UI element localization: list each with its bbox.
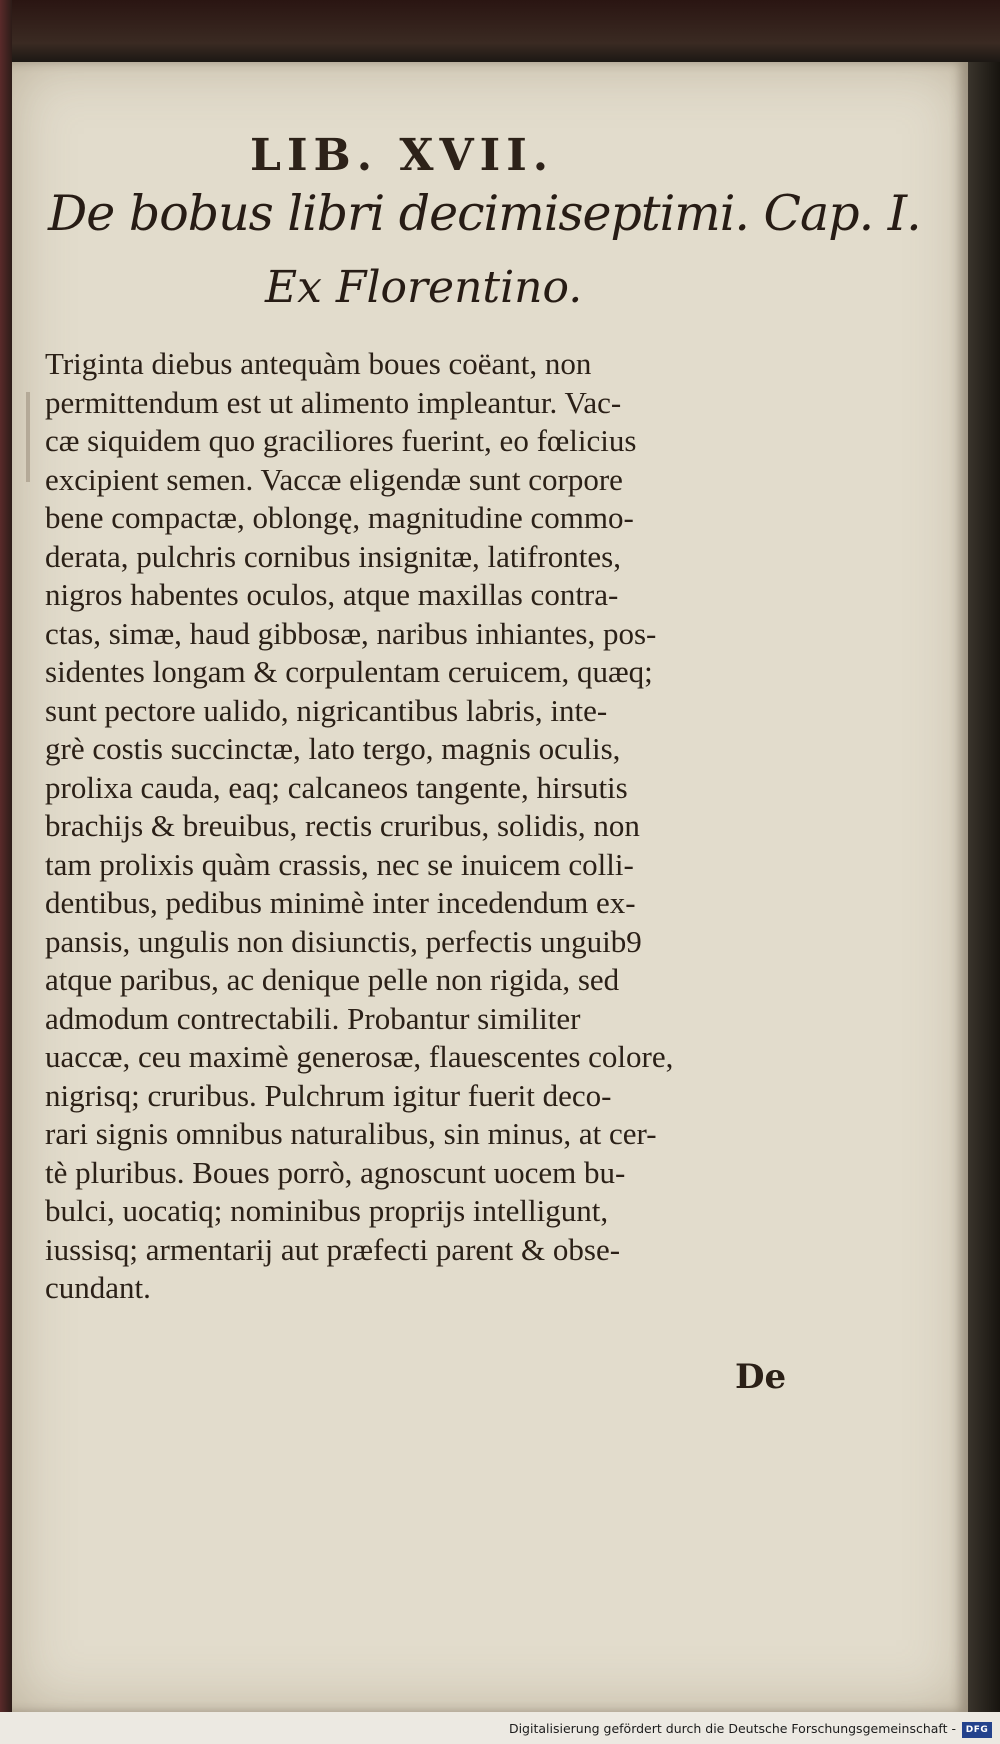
text-line: Triginta diebus antequàm boues coëant, non xyxy=(45,346,592,381)
text-line: iussisq; armentarij aut præfecti parent & obse- xyxy=(45,1231,621,1267)
text-line: admodum contrectabili. Probantur similiter xyxy=(45,1000,581,1036)
page-stain xyxy=(26,392,30,482)
chapter-source: Ex Florentino. xyxy=(265,262,583,313)
text-line: tam prolixis quàm crassis, nec se inuicem colli- xyxy=(45,846,634,882)
book-top-edge xyxy=(0,0,1000,62)
text-line: uaccæ, ceu maximè generosæ, flauescentes colore, xyxy=(45,1039,674,1074)
text-line: rari signis omnibus naturalibus, sin minus, at cer- xyxy=(45,1116,657,1151)
text-line: cæ siquidem quo graciliores fuerint, eo fœlicius xyxy=(45,423,637,458)
text-line: cundant. xyxy=(45,1270,151,1305)
book-gutter-shadow xyxy=(968,62,1000,1712)
text-line: ctas, simæ, haud gibbosæ, naribus inhiantes, pos- xyxy=(45,615,657,651)
text-line: dentibus, pedibus minimè inter incedendum ex- xyxy=(45,885,636,920)
catchword: De xyxy=(735,1357,787,1397)
footer-credit: Digitalisierung gefördert durch die Deutsche Forschungsgemeinschaft - xyxy=(508,1721,956,1736)
text-line: permittendum est ut alimento impleantur. Vac- xyxy=(45,384,622,420)
text-line: tè pluribus. Boues porrò, agnoscunt uocem bu- xyxy=(45,1154,626,1190)
text-line: derata, pulchris cornibus insignitæ, latifrontes, xyxy=(45,538,621,574)
running-head: LIB. XVII. xyxy=(250,130,555,181)
text-line: sunt pectore ualido, nigricantibus labris, inte- xyxy=(45,692,608,728)
text-line: prolixa cauda, eaq; calcaneos tangente, hirsutis xyxy=(45,769,628,805)
text-line: atque paribus, ac denique pelle non rigida, sed xyxy=(45,962,620,997)
text-line: pansis, ungulis non disiunctis, perfectis unguib9 xyxy=(45,923,642,959)
text-line: grè costis succinctæ, lato tergo, magnis oculis, xyxy=(45,731,621,766)
text-line: excipient semen. Vaccæ eligendæ sunt corpore xyxy=(45,461,623,497)
text-line: bulci, uocatiq; nominibus proprijs intelligunt, xyxy=(45,1193,609,1228)
text-line: nigrisq; cruribus. Pulchrum igitur fuerit deco- xyxy=(45,1077,612,1113)
chapter-title: De bobus libri decimiseptimi. Cap. I. xyxy=(48,185,921,242)
text-line: nigros habentes oculos, atque maxillas contra- xyxy=(45,577,619,612)
text-line: brachijs & breuibus, rectis cruribus, solidis, non xyxy=(45,808,640,843)
dfg-logo[interactable]: DFG xyxy=(962,1722,992,1738)
text-line: bene compactæ, oblongę, magnitudine commo- xyxy=(45,500,634,535)
footer-bar xyxy=(0,1712,1000,1744)
book-left-edge xyxy=(0,0,12,1744)
text-line: sidentes longam & corpulentam ceruicem, quæq; xyxy=(45,654,653,689)
